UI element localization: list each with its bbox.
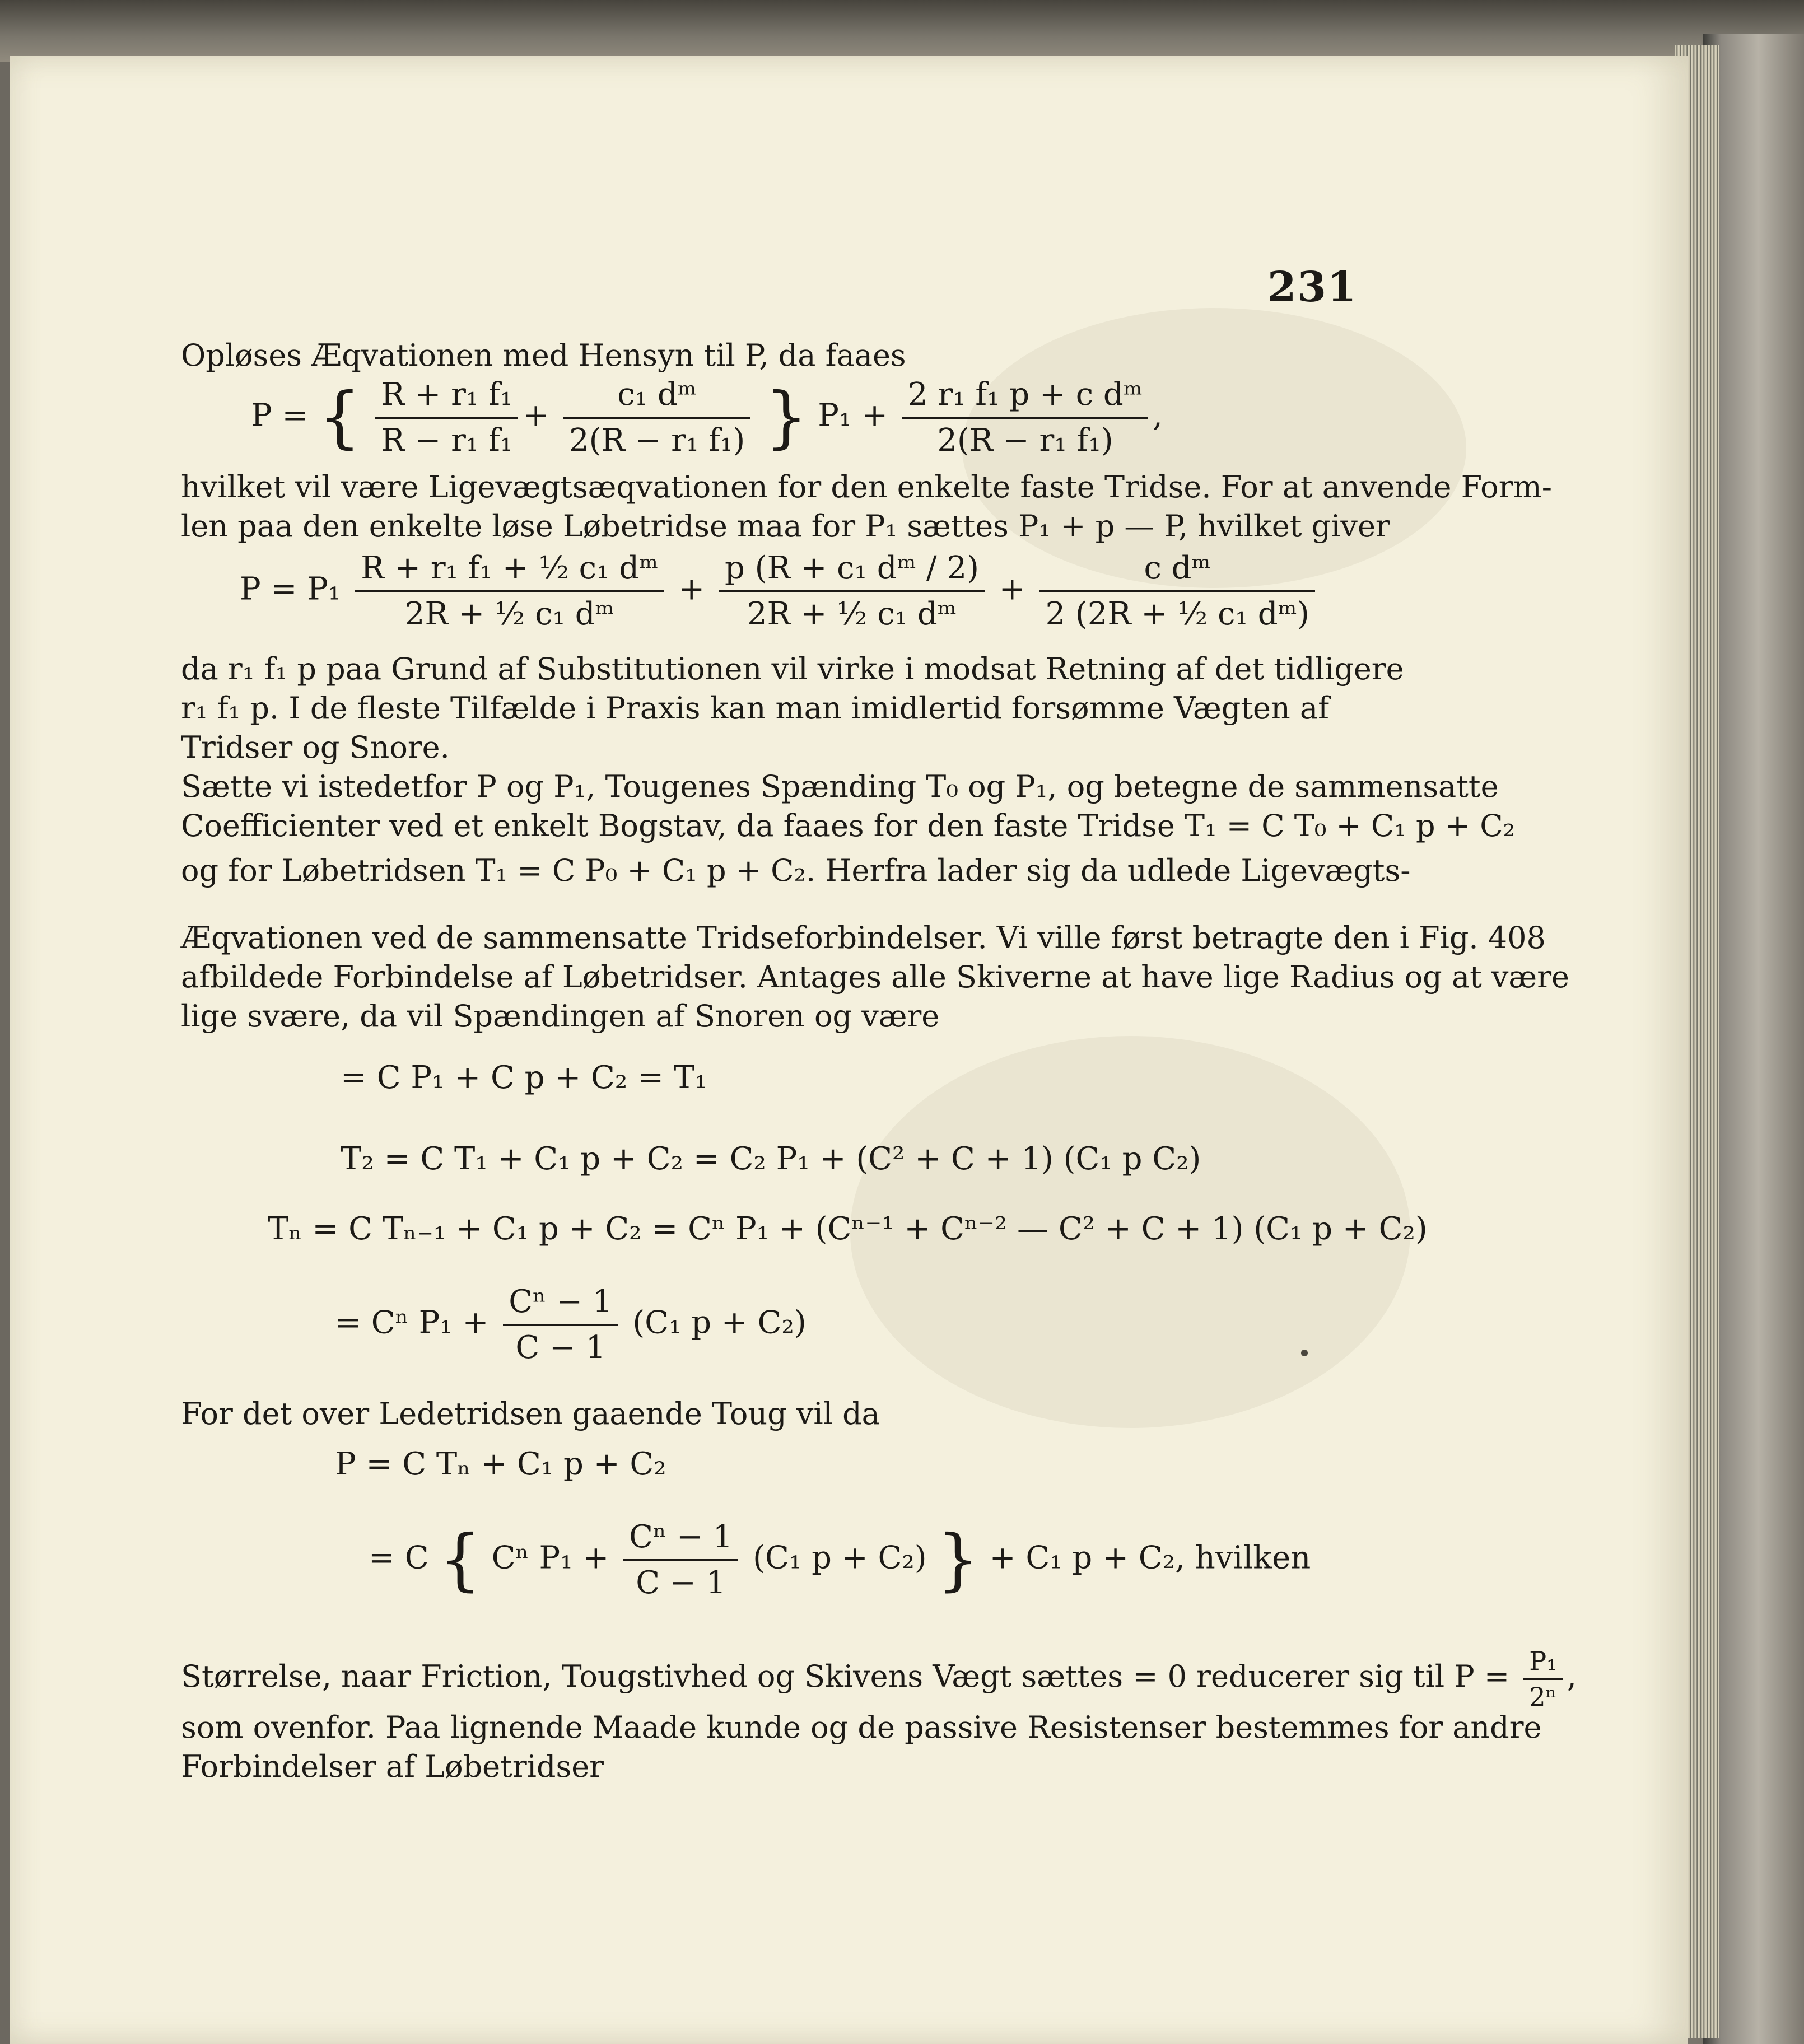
eq8-tail: (C₁ p + C₂) [753, 1539, 927, 1576]
eq1-den-2: 2(R − r₁ f₁) [569, 422, 745, 459]
eq8-after: + C₁ p + C₂, hvilken [989, 1539, 1311, 1576]
eq2-lhs: P = P₁ [240, 571, 341, 608]
eq1-frac-3 [902, 375, 1148, 460]
text-line: Tridser og Snore. [181, 730, 450, 765]
eq1-num-2: c₁ dᵐ [563, 375, 750, 419]
eq2-frac-3 [1039, 549, 1314, 634]
eq2-den-3: 2 (2R + ½ c₁ dᵐ) [1045, 596, 1309, 632]
eq8-mid: Cⁿ P₁ + [491, 1539, 609, 1576]
page-text [10, 56, 1688, 2044]
eq8-num: Cⁿ − 1 [623, 1518, 738, 1561]
eq1-den-3: 2(R − r₁ f₁) [937, 422, 1113, 459]
eq8-lhs: = C [369, 1539, 429, 1576]
text-line: Forbindelser af Løbetridser [181, 1749, 604, 1784]
eq8-den: C − 1 [636, 1565, 726, 1601]
equation-1: P = { $\frac{\text{R + r₁ f₁}}{\text{R − r₁ f₁}}$ + $\frac{\text{c₁ dᵐ}}{\text{2(R − r₁ f₁)}}$ } P₁ + $\frac{\text{2 r₁ f₁ p + c dᵐ}}{\text{2(R − r₁ f₁)}}$ , [251, 375, 1163, 460]
equation-5: Tₙ = C Tₙ₋₁ + C₁ p + C₂ = Cⁿ P₁ + (Cⁿ⁻¹ + Cⁿ⁻² — C² + C + 1) (C₁ p + C₂) [268, 1211, 1428, 1247]
eq9-num: P₁ [1523, 1646, 1562, 1680]
text-line: og for Løbetridsen T₁ = C P₀ + C₁ p + C₂. Herfra lader sig da udlede Ligevægts- [181, 853, 1411, 888]
eq1-frac-1 [375, 375, 518, 460]
text-line: hvilket vil være Ligevægtsæqvationen for den enkelte faste Tridse. For at anvende Form- [181, 469, 1552, 505]
text-line: Æqvationen ved de sammensatte Tridseforbindelser. Vi ville først betragte den i Fig. 408 [181, 920, 1546, 955]
eq2-num-1: R + r₁ f₁ + ½ c₁ dᵐ [355, 549, 664, 592]
eq9-tail: , [1567, 1659, 1577, 1694]
brace-close-2: } [936, 1521, 980, 1599]
eq1-num-1: R + r₁ f₁ [375, 375, 518, 419]
eq2-num-3: c dᵐ [1039, 549, 1314, 592]
equation-7: P = C Tₙ + C₁ p + C₂ [335, 1446, 666, 1482]
text-line: afbildede Forbindelse af Løbetridser. Antages alle Skiverne at have lige Radius og at være [181, 959, 1569, 995]
eq1-num-3: 2 r₁ f₁ p + c dᵐ [902, 375, 1148, 419]
equation-4: T₂ = C T₁ + C₁ p + C₂ = C₂ P₁ + (C² + C + 1) (C₁ p C₂) [341, 1141, 1201, 1177]
book-page [10, 56, 1688, 2044]
equation-8 [369, 1518, 1311, 1603]
eq2-den-2: 2R + ½ c₁ dᵐ [747, 596, 957, 632]
eq1-frac-2 [563, 375, 750, 460]
eq2-frac-2 [719, 549, 985, 634]
ink-speck [1301, 1350, 1308, 1356]
eq1-lhs: P = [251, 397, 309, 434]
text-line: Opløses Æqvationen med Hensyn til P, da faaes [181, 338, 906, 373]
eq2-num-2: p (R + c₁ dᵐ / 2) [719, 549, 985, 592]
text-line: da r₁ f₁ p paa Grund af Substitutionen vil virke i modsat Retning af det tidligere [181, 651, 1404, 687]
eq6-den: C − 1 [515, 1329, 606, 1366]
equation-6 [335, 1282, 807, 1368]
eq2-frac-1 [355, 549, 664, 634]
page-number: 231 [1267, 263, 1358, 311]
top-edge [0, 0, 1804, 62]
text-line: Størrelse, naar Friction, Tougstivhed og Skivens Vægt sættes = 0 reducerer sig til P = [181, 1659, 1510, 1694]
text-line: lige svære, da vil Spændingen af Snoren og være [181, 998, 940, 1034]
equation-2 [240, 549, 1320, 634]
eq8-frac [623, 1518, 738, 1603]
brace-open-2: { [439, 1521, 482, 1599]
eq2-plus: + [678, 571, 705, 608]
eq2-plus-2: + [999, 571, 1025, 608]
eq2-den-1: 2R + ½ c₁ dᵐ [404, 596, 614, 632]
text-line: Sætte vi istedetfor P og P₁, Tougenes Spænding T₀ og P₁, og betegne de sammensatte [181, 769, 1499, 804]
text-line: Coefficienter ved et enkelt Bogstav, da faaes for den faste Tridse T₁ = C T₀ + C₁ p + C₂ [181, 808, 1516, 843]
text-line: For det over Ledetridsen gaaende Toug vil da [181, 1396, 880, 1431]
eq9-den: 2ⁿ [1529, 1682, 1557, 1712]
text-line: r₁ f₁ p. I de fleste Tilfælde i Praxis kan man imidlertid forsømme Vægten af [181, 690, 1330, 726]
eq6-num: Cⁿ − 1 [503, 1282, 618, 1326]
brace-open: { [318, 379, 361, 456]
eq6-lhs: = Cⁿ P₁ + [335, 1304, 489, 1341]
eq1-p: P₁ + [818, 397, 888, 434]
eq1-den-1: R − r₁ f₁ [381, 422, 513, 459]
equation-3: = C P₁ + C p + C₂ = T₁ [341, 1060, 707, 1096]
eq9-frac [1523, 1646, 1562, 1711]
text-line: som ovenfor. Paa lignende Maade kunde og de passive Resistenser bestemmes for andre [181, 1710, 1542, 1745]
text-line-with-fraction [181, 1646, 1577, 1712]
eq1-tail: , [1153, 397, 1163, 434]
eq6-tail: (C₁ p + C₂) [632, 1304, 807, 1341]
eq6-frac [503, 1282, 618, 1368]
brace-close: } [765, 379, 808, 456]
text-line: len paa den enkelte løse Løbetridse maa for P₁ sættes P₁ + p — P, hvilket giver [181, 508, 1390, 544]
